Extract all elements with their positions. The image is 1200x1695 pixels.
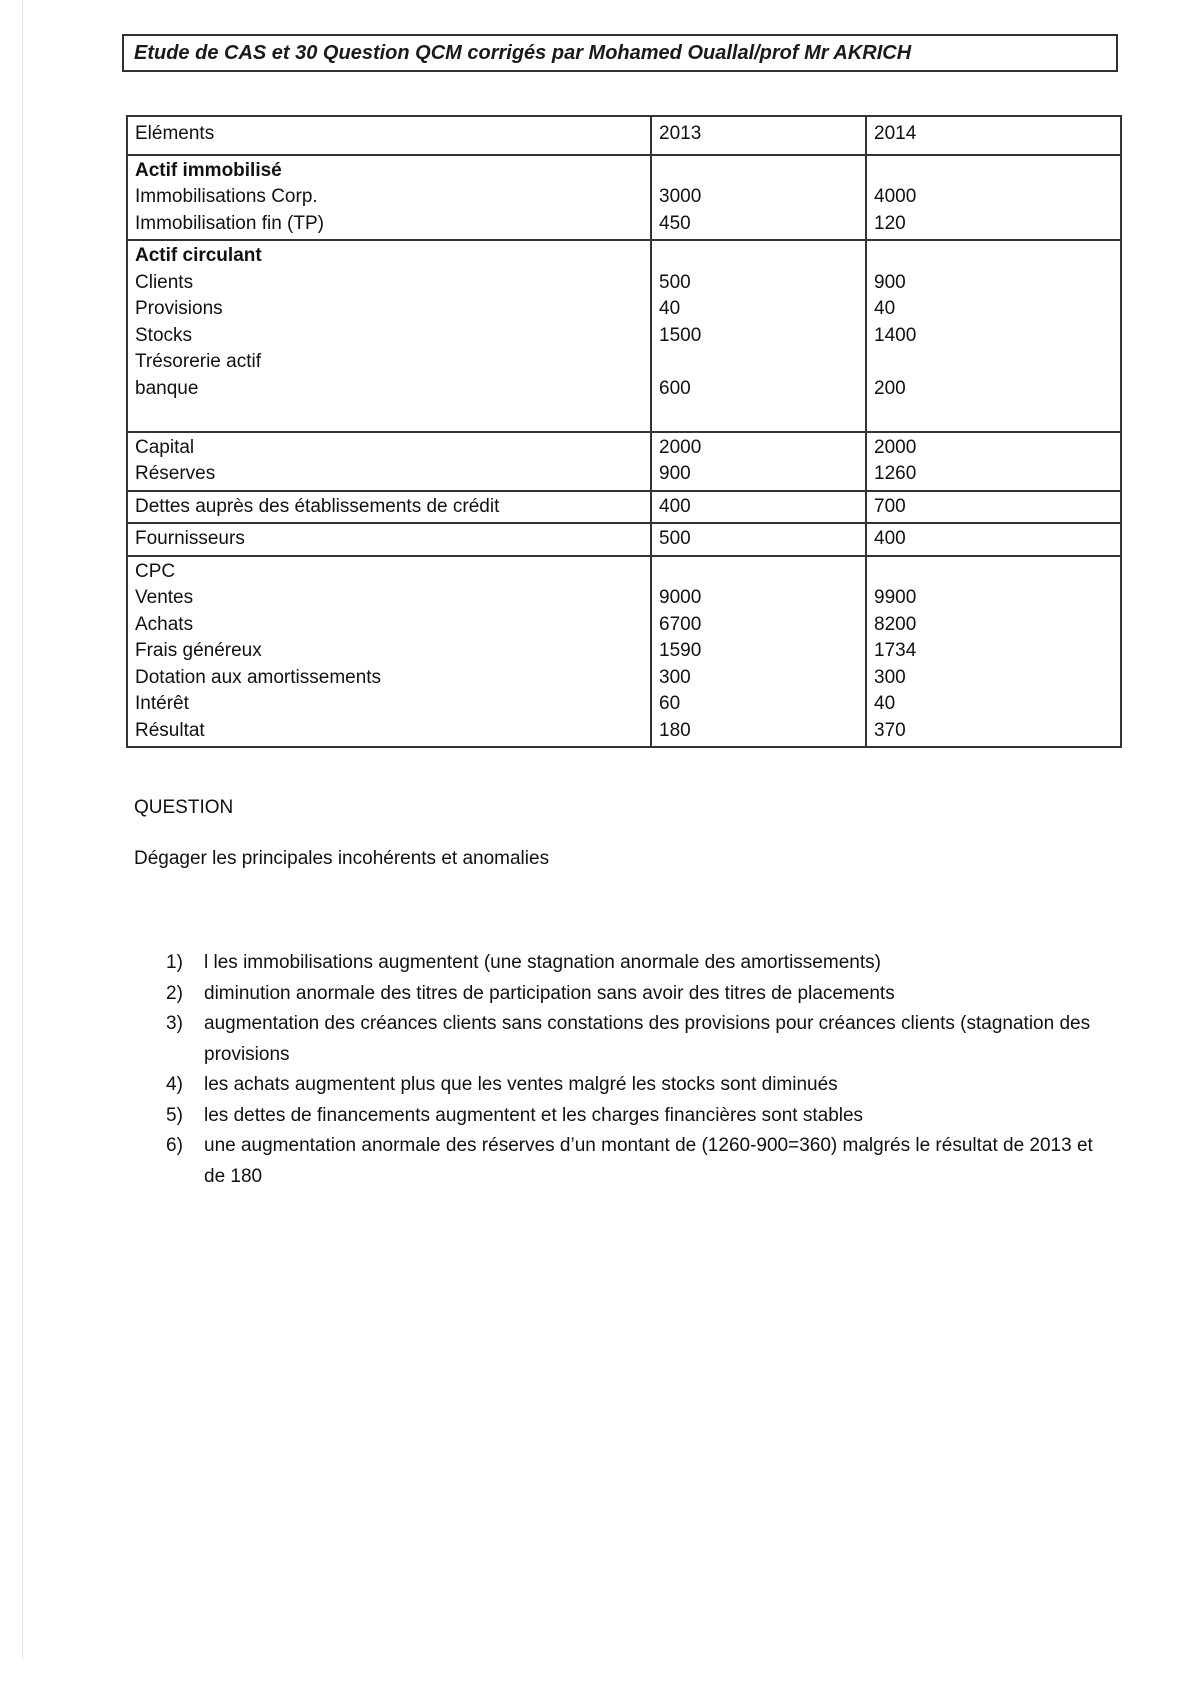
header-2014: 2014	[874, 123, 917, 144]
row-label: Ventes	[135, 587, 194, 608]
value-2013: 1500	[659, 324, 702, 346]
table-block	[128, 524, 1120, 557]
value-2013: 300	[659, 666, 691, 688]
value-2013: 1590	[659, 640, 702, 661]
value-2013: 3000	[659, 186, 702, 207]
table-cell	[867, 433, 1120, 490]
value-2013: 400	[659, 495, 691, 517]
value-2014: 1734	[874, 640, 917, 661]
row-label: Provisions	[135, 298, 223, 319]
row-label: Réserves	[135, 463, 216, 484]
table-cell	[652, 492, 867, 523]
value-2013: 6700	[659, 613, 702, 635]
value-2014	[874, 559, 1113, 586]
value-2014: 8200	[874, 613, 917, 635]
table-block	[128, 156, 1120, 242]
row-label: Capital	[135, 436, 195, 458]
table-cell	[128, 241, 652, 431]
row-label: Intérêt	[135, 693, 189, 714]
value-2014: 900	[874, 271, 906, 293]
answer-item	[166, 948, 1096, 979]
table-cell	[867, 557, 1120, 747]
financial-table	[126, 115, 1122, 748]
value-2014: 200	[874, 377, 906, 399]
value-2014: 40	[874, 298, 896, 319]
table-cell	[867, 156, 1120, 240]
value-2013: 180	[659, 719, 691, 741]
value-2014: 9900	[874, 587, 917, 608]
value-2014: 300	[874, 666, 906, 688]
row-label: Fournisseurs	[135, 528, 245, 549]
value-2013: 450	[659, 212, 691, 234]
table-cell	[652, 557, 867, 747]
header-elements: Eléments	[128, 117, 652, 154]
value-2014: 40	[874, 693, 896, 714]
value-2014: 370	[874, 719, 906, 741]
value-2014	[874, 349, 1113, 376]
row-label: CPC	[135, 560, 176, 582]
answer-item	[166, 1070, 1096, 1101]
answer-item	[166, 1131, 1096, 1192]
table-cell	[128, 492, 652, 523]
row-label: Stocks	[135, 324, 193, 346]
answer-number: 4)	[166, 1074, 183, 1095]
table-cell	[652, 433, 867, 490]
value-2013: 500	[659, 528, 691, 549]
row-label: Achats	[135, 613, 194, 635]
value-2014: 1260	[874, 463, 917, 484]
document-title: Etude de CAS et 30 Question QCM corrigés par Mohamed Ouallal/prof Mr AKRICH	[122, 34, 1118, 72]
row-label: Dettes auprès des établissements de crédit	[135, 495, 500, 517]
value-2014: 120	[874, 212, 906, 234]
value-2014: 1400	[874, 324, 917, 346]
value-2013: 900	[659, 463, 691, 484]
table-cell	[128, 557, 652, 747]
row-label: Dotation aux amortissements	[135, 666, 382, 688]
answer-number: 3)	[166, 1013, 183, 1034]
answer-number: 6)	[166, 1135, 183, 1156]
answer-item	[166, 1009, 1096, 1070]
answer-text: diminution anormale des titres de participation sans avoir des titres de placements	[204, 982, 895, 1004]
value-2014	[874, 243, 1113, 270]
row-label: Résultat	[135, 719, 205, 741]
value-2013	[659, 402, 858, 429]
row-label: Frais généreux	[135, 640, 262, 661]
table-cell	[867, 524, 1120, 555]
row-label: Actif circulant	[135, 245, 262, 266]
table-cell	[652, 156, 867, 240]
table-cell	[867, 241, 1120, 431]
row-label	[135, 402, 643, 429]
table-block	[128, 241, 1120, 433]
row-label: Actif immobilisé	[135, 159, 282, 181]
table-cell	[867, 492, 1120, 523]
value-2013: 600	[659, 377, 691, 399]
value-2013	[659, 349, 858, 376]
answer-number: 5)	[166, 1104, 183, 1126]
header-2013: 2013	[652, 117, 867, 154]
value-2014: 400	[874, 528, 906, 549]
value-2013: 2000	[659, 436, 702, 458]
question-heading: QUESTION	[134, 797, 234, 818]
answer-number: 2)	[166, 982, 183, 1004]
value-2014: 700	[874, 495, 906, 517]
row-label: Clients	[135, 271, 194, 293]
value-2014	[874, 402, 1113, 429]
table-block	[128, 557, 1120, 747]
table-header-row	[128, 117, 1120, 156]
value-2014	[874, 158, 1113, 185]
answer-number: 1)	[166, 952, 183, 973]
answer-item	[166, 979, 1096, 1010]
table-cell	[128, 156, 652, 240]
row-label: Immobilisations Corp.	[135, 186, 318, 207]
table-cell	[128, 433, 652, 490]
value-2013: 60	[659, 693, 681, 714]
answer-text: l les immobilisations augmentent (une stagnation anormale des amortissements)	[204, 952, 881, 973]
answer-text: augmentation des créances clients sans constations des provisions pour créances clients (stagnation des provisions	[204, 1013, 1091, 1065]
question-text: Dégager les principales incohérents et anomalies	[134, 848, 550, 869]
value-2013: 500	[659, 271, 691, 293]
answer-list	[166, 948, 1096, 1192]
row-label: banque	[135, 377, 199, 399]
value-2014: 2000	[874, 436, 917, 458]
table-block	[128, 433, 1120, 492]
answer-text: les achats augmentent plus que les ventes malgré les stocks sont diminués	[204, 1074, 838, 1095]
value-2013	[659, 243, 858, 270]
answer-text: une augmentation anormale des réserves d’un montant de (1260-900=360) malgrés le résultat de 2013 et de 180	[204, 1135, 1093, 1187]
row-label: Immobilisation fin (TP)	[135, 212, 324, 234]
value-2013: 40	[659, 298, 681, 319]
value-2014: 4000	[874, 186, 917, 207]
value-2013	[659, 158, 858, 185]
value-2013	[659, 559, 858, 586]
table-block	[128, 492, 1120, 525]
table-cell	[128, 524, 652, 555]
answer-text: les dettes de financements augmentent et les charges financières sont stables	[204, 1104, 864, 1126]
answer-item	[166, 1101, 1096, 1132]
row-label: Trésorerie actif	[135, 351, 261, 372]
page-margin-rule	[22, 0, 23, 1660]
table-cell	[652, 241, 867, 431]
value-2013: 9000	[659, 587, 702, 608]
table-cell	[652, 524, 867, 555]
